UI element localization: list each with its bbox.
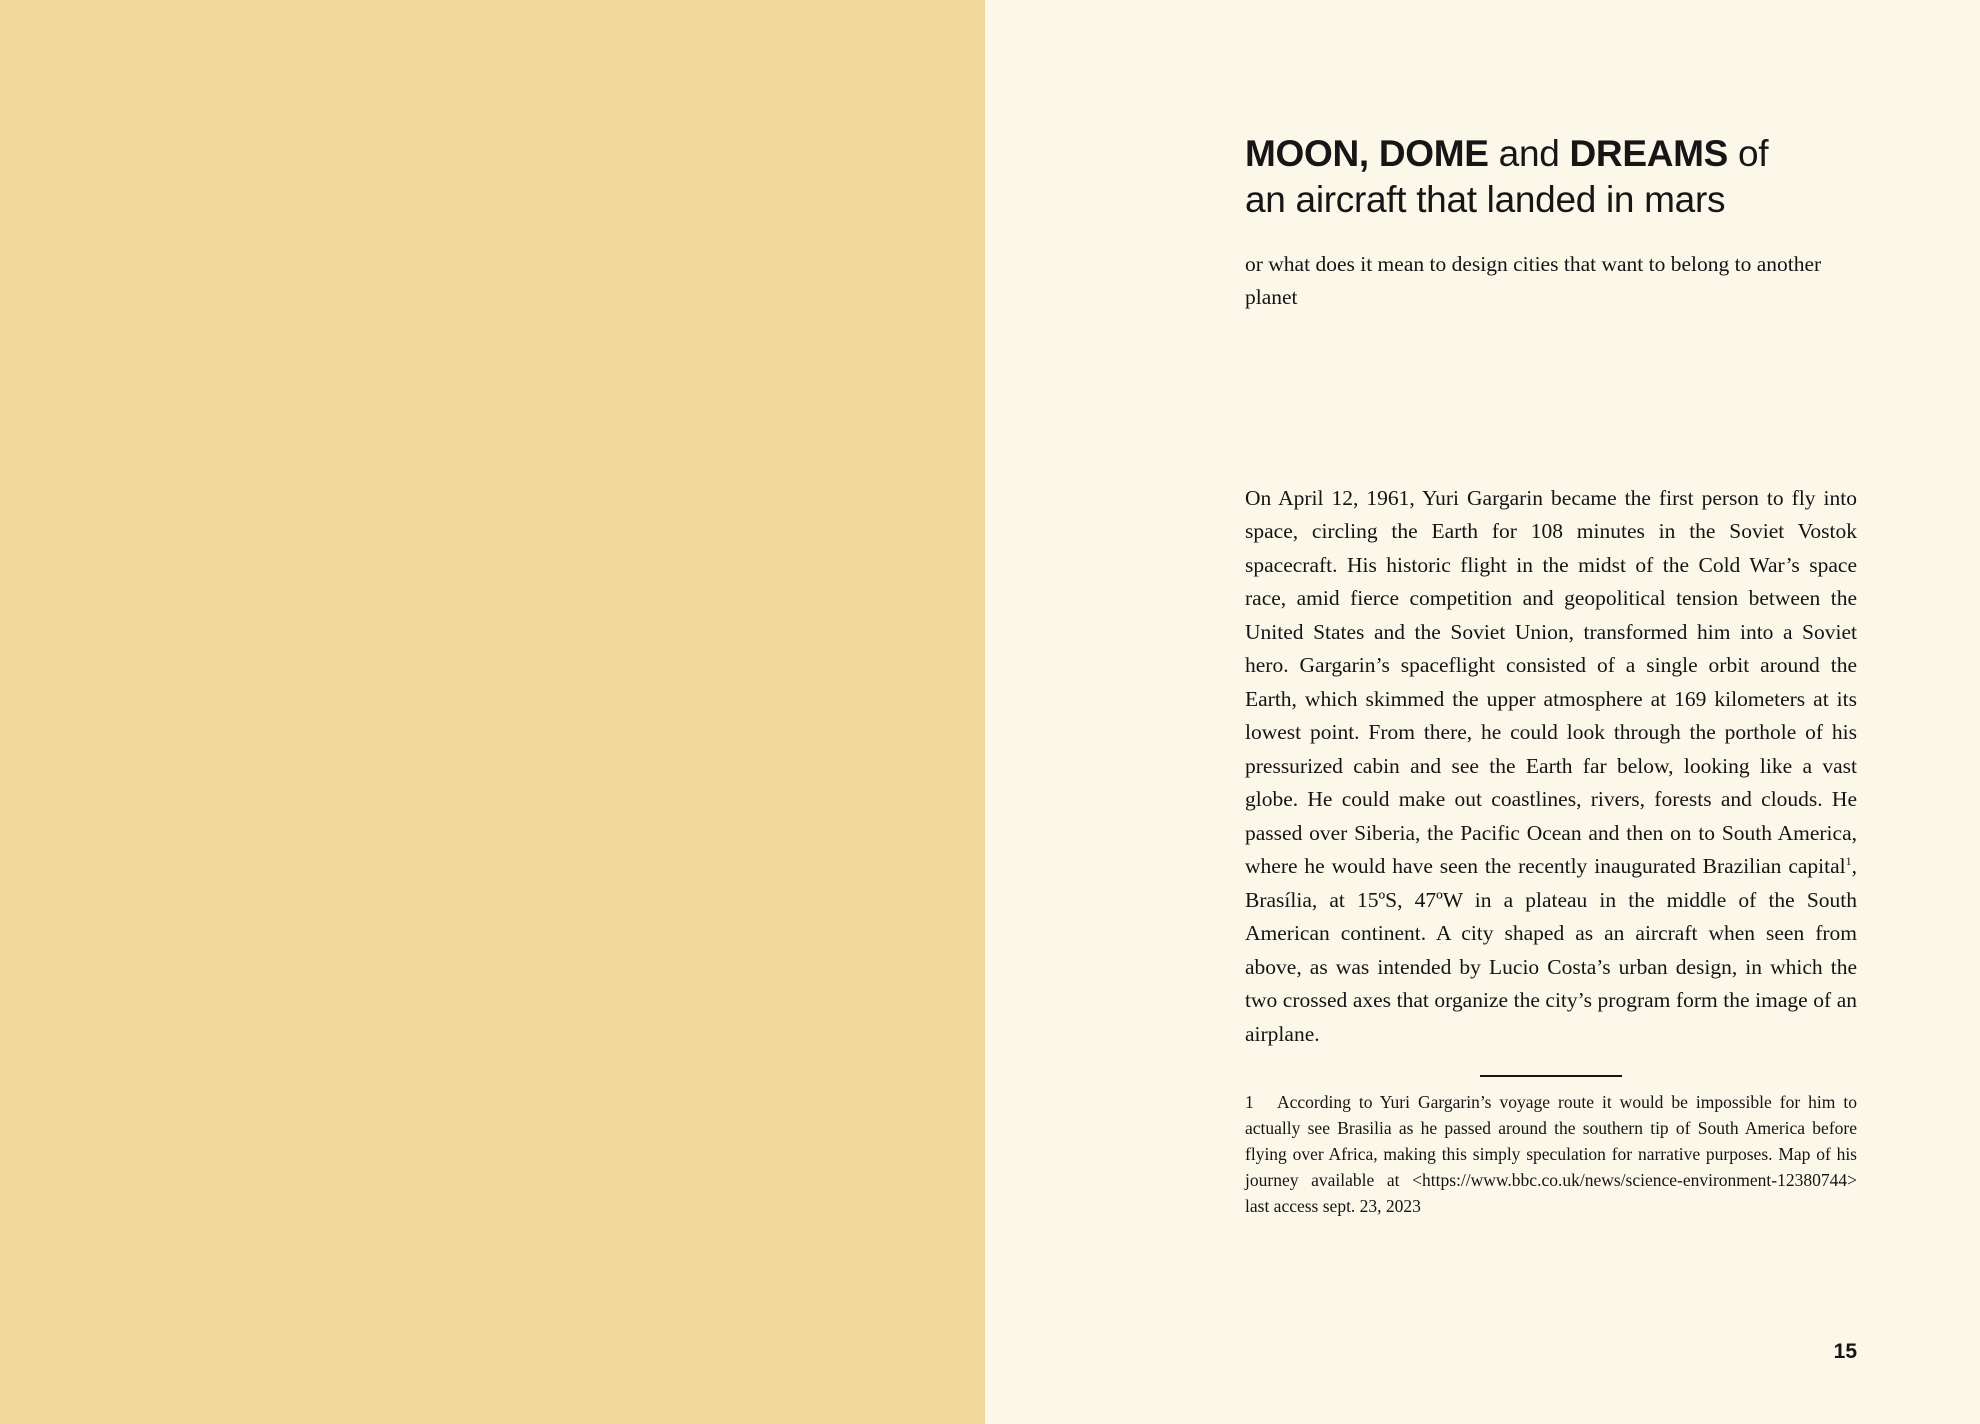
footnote-reference-marker: 1 xyxy=(1845,853,1852,868)
right-text-page xyxy=(985,0,1980,1424)
page-subtitle: or what does it mean to design cities that want to belong to another planet xyxy=(1245,251,1822,309)
title-word-of: of xyxy=(1728,132,1769,174)
text-column xyxy=(1245,106,1857,1237)
page-number: 15 xyxy=(1833,1340,1857,1363)
body-paragraph-start: On April 12, 1961, Yuri Gargarin became the first person to fly into space, circling the Earth for 108 minutes in the Soviet Vostok spacecraft. His historic flight in the midst of the Cold War’s space race, amid fierce competition and geopolitical tension between the United States and the Soviet Union, transformed him into a Soviet hero. Gargarin’s spaceflight consisted of a single orbit around the Earth, which skimmed the upper atmosphere at 169 kilometers at its lowest point. From there, he could look through the porthole of his pressurized cabin and see the Earth far below, looking like a vast globe. He could make out coastlines, rivers, forests and clouds. He passed over Siberia, the Pacific Ocean and then on to South America, where he would have seen the recently inaugurated Brazilian capital xyxy=(1245,485,1857,879)
footnote-text: According to Yuri Gargarin’s voyage route it would be impossible for him to actually see Brasilia as he passed around the southern tip of South America before flying over Africa, making this simply speculation for narrative purposes. Map of his journey available at <https://www.bbc.co.uk/news/science-environment-12380744> last access sept. 23, 2023 xyxy=(1245,1092,1857,1217)
title-word-dreams: DREAMS xyxy=(1569,132,1729,174)
title-line-2: an aircraft that landed in mars xyxy=(1245,178,1726,220)
title-word-and: and xyxy=(1488,132,1570,174)
title-word-dome: DOME xyxy=(1378,132,1489,174)
body-paragraph xyxy=(1245,482,1857,1052)
footnote-number: 1 xyxy=(1245,1092,1254,1113)
footnote-divider xyxy=(1480,1075,1622,1077)
title-separator: , xyxy=(1358,132,1379,174)
left-blank-page xyxy=(0,0,985,1424)
page-title xyxy=(1245,131,1857,223)
title-word-moon: MOON xyxy=(1245,132,1359,174)
footnote xyxy=(1245,1089,1857,1219)
body-paragraph-end: , Brasília, at 15ºS, 47ºW in a plateau in the middle of the South American continent. A city shaped as an aircraft when seen from above, as was intended by Lucio Costa’s urban design, in which the two crossed axes that organize the city’s program form the image of an airplane. xyxy=(1245,854,1857,1046)
